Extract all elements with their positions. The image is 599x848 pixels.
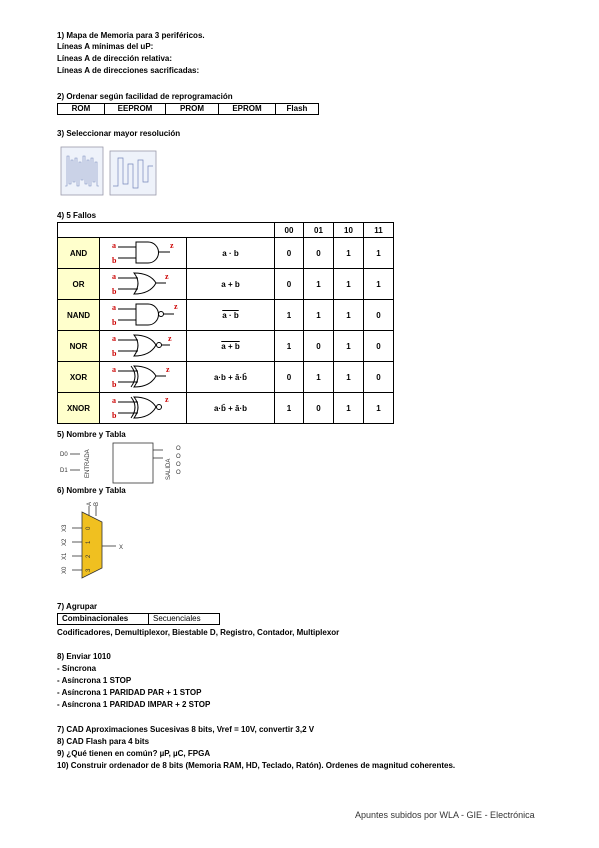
col-combinacionales: Combinacionales: [58, 614, 149, 625]
demux-diagram: [58, 440, 188, 486]
gate-name: NOR: [58, 331, 100, 362]
svg-text:B: B: [94, 501, 100, 506]
svg-text:a: a: [112, 241, 116, 250]
truth-cell: 0: [275, 362, 304, 393]
truth-cell: 0: [304, 238, 334, 269]
q4-title: 4) 5 Fallos: [57, 211, 97, 220]
gate-expr: a · b: [187, 238, 275, 269]
q1-line1: Líneas A mínimas del uP:: [57, 42, 154, 51]
gate-expr: a + b: [187, 331, 275, 362]
svg-text:z: z: [165, 272, 169, 281]
svg-text:z: z: [166, 365, 170, 374]
footer-credit: Apuntes subidos por WLA - GIE - Electrónica: [355, 810, 535, 820]
logic-gates-table: [57, 222, 394, 424]
q2-order-table: [57, 103, 319, 115]
svg-text:0: 0: [86, 526, 92, 530]
svg-text:O: O: [176, 470, 181, 476]
q2-item: Flash: [276, 104, 319, 115]
q8-item: - Síncrona: [57, 664, 97, 673]
svg-text:X3: X3: [62, 524, 68, 532]
resolution-signal-images: [60, 146, 160, 198]
svg-text:3: 3: [86, 568, 92, 572]
svg-text:b: b: [112, 349, 117, 358]
q1-line2: Líneas A de dirección relativa:: [57, 54, 173, 63]
q1-line3: Líneas A de direcciones sacrificadas:: [57, 66, 200, 75]
svg-text:1: 1: [86, 540, 92, 544]
q2-item: EEPROM: [105, 104, 166, 115]
nand-gate-symbol: [100, 300, 187, 331]
truth-cell: 1: [334, 300, 364, 331]
svg-text:b: b: [112, 256, 117, 265]
gate-name: XNOR: [58, 393, 100, 424]
svg-text:O: O: [176, 454, 181, 460]
q-end-item: 8) CAD Flash para 4 bits: [57, 737, 150, 746]
svg-text:2: 2: [86, 554, 92, 558]
svg-text:a: a: [112, 272, 116, 281]
col-header: 11: [364, 223, 394, 238]
truth-cell: 1: [334, 393, 364, 424]
gate-name: AND: [58, 238, 100, 269]
truth-cell: 1: [275, 331, 304, 362]
truth-cell: 1: [334, 331, 364, 362]
truth-cell: 0: [304, 331, 334, 362]
gate-name: OR: [58, 269, 100, 300]
q8-item: - Asíncrona 1 PARIDAD IMPAR + 2 STOP: [57, 700, 211, 709]
q6-title: 6) Nombre y Tabla: [57, 486, 126, 495]
svg-text:A: A: [87, 501, 93, 506]
gate-expr: a·b̄ + ā·b: [187, 393, 275, 424]
q8-title: 8) Enviar 1010: [57, 652, 111, 661]
svg-text:ENTRADA: ENTRADA: [85, 449, 91, 478]
q-end-item: 10) Construir ordenador de 8 bits (Memoria RAM, HD, Teclado, Ratón). Ordenes de magnitud coherentes.: [57, 761, 456, 770]
svg-text:D0: D0: [60, 452, 68, 458]
svg-text:a: a: [112, 365, 116, 374]
svg-text:b: b: [112, 287, 117, 296]
svg-text:a: a: [112, 334, 116, 343]
gate-name: NAND: [58, 300, 100, 331]
mux-diagram: [58, 494, 138, 586]
q7-title: 7) Agrupar: [57, 602, 98, 611]
gate-expr: a · b: [187, 300, 275, 331]
q3-title: 3) Seleccionar mayor resolución: [57, 129, 181, 138]
truth-cell: 1: [364, 269, 394, 300]
svg-text:z: z: [170, 241, 174, 250]
q2-item: EPROM: [219, 104, 276, 115]
gate-expr: a + b: [187, 269, 275, 300]
truth-cell: 1: [275, 300, 304, 331]
svg-text:X1: X1: [62, 552, 68, 560]
truth-cell: 1: [334, 269, 364, 300]
truth-cell: 1: [304, 300, 334, 331]
truth-cell: 1: [304, 269, 334, 300]
svg-text:b: b: [112, 411, 117, 420]
and-gate-symbol: [100, 238, 187, 269]
q-end-item: 9) ¿Qué tienen en común? µP, µC, FPGA: [57, 749, 211, 758]
gate-expr: a·b + ā·b̄: [187, 362, 275, 393]
svg-text:z: z: [174, 302, 178, 311]
col-header: 00: [275, 223, 304, 238]
truth-cell: 0: [364, 362, 394, 393]
svg-text:z: z: [168, 334, 172, 343]
col-header: 01: [304, 223, 334, 238]
truth-cell: 1: [275, 393, 304, 424]
q2-title: 2) Ordenar según facilidad de reprogramación: [57, 92, 233, 101]
svg-text:SALIDA: SALIDA: [166, 458, 172, 480]
svg-text:a: a: [112, 303, 116, 312]
q2-item: ROM: [58, 104, 105, 115]
q7-list: Codificadores, Demultiplexor, Biestable D, Registro, Contador, Multiplexor: [57, 628, 340, 637]
truth-cell: 0: [364, 300, 394, 331]
col-header: 10: [334, 223, 364, 238]
truth-cell: 0: [364, 331, 394, 362]
svg-text:a: a: [112, 396, 116, 405]
svg-text:b: b: [112, 380, 117, 389]
truth-cell: 1: [304, 362, 334, 393]
q8-item: - Asíncrona 1 PARIDAD PAR + 1 STOP: [57, 688, 202, 697]
truth-cell: 1: [334, 362, 364, 393]
svg-text:O: O: [176, 446, 181, 452]
truth-cell: 0: [304, 393, 334, 424]
q8-item: - Asíncrona 1 STOP: [57, 676, 132, 685]
svg-text:X2: X2: [62, 538, 68, 546]
truth-cell: 1: [364, 393, 394, 424]
truth-cell: 1: [364, 238, 394, 269]
xor-gate-symbol: [100, 362, 187, 393]
agrupar-table: [57, 613, 220, 625]
truth-cell: 1: [334, 238, 364, 269]
svg-text:z: z: [165, 395, 169, 404]
or-gate-symbol: [100, 269, 187, 300]
svg-text:D1: D1: [60, 468, 68, 474]
nor-gate-symbol: [100, 331, 187, 362]
q1-title: 1) Mapa de Memoria para 3 periféricos.: [57, 31, 205, 40]
q5-title: 5) Nombre y Tabla: [57, 430, 126, 439]
svg-text:b: b: [112, 318, 117, 327]
q-end-item: 7) CAD Aproximaciones Sucesivas 8 bits, Vref = 10V, convertir 3,2 V: [57, 725, 315, 734]
svg-text:O: O: [176, 462, 181, 468]
xnor-gate-symbol: [100, 393, 187, 424]
svg-text:X0: X0: [62, 566, 68, 574]
col-secuenciales: Secuenciales: [149, 614, 220, 625]
truth-cell: 0: [275, 269, 304, 300]
svg-text:X: X: [119, 545, 124, 551]
truth-cell: 0: [275, 238, 304, 269]
gate-name: XOR: [58, 362, 100, 393]
q2-item: PROM: [166, 104, 219, 115]
